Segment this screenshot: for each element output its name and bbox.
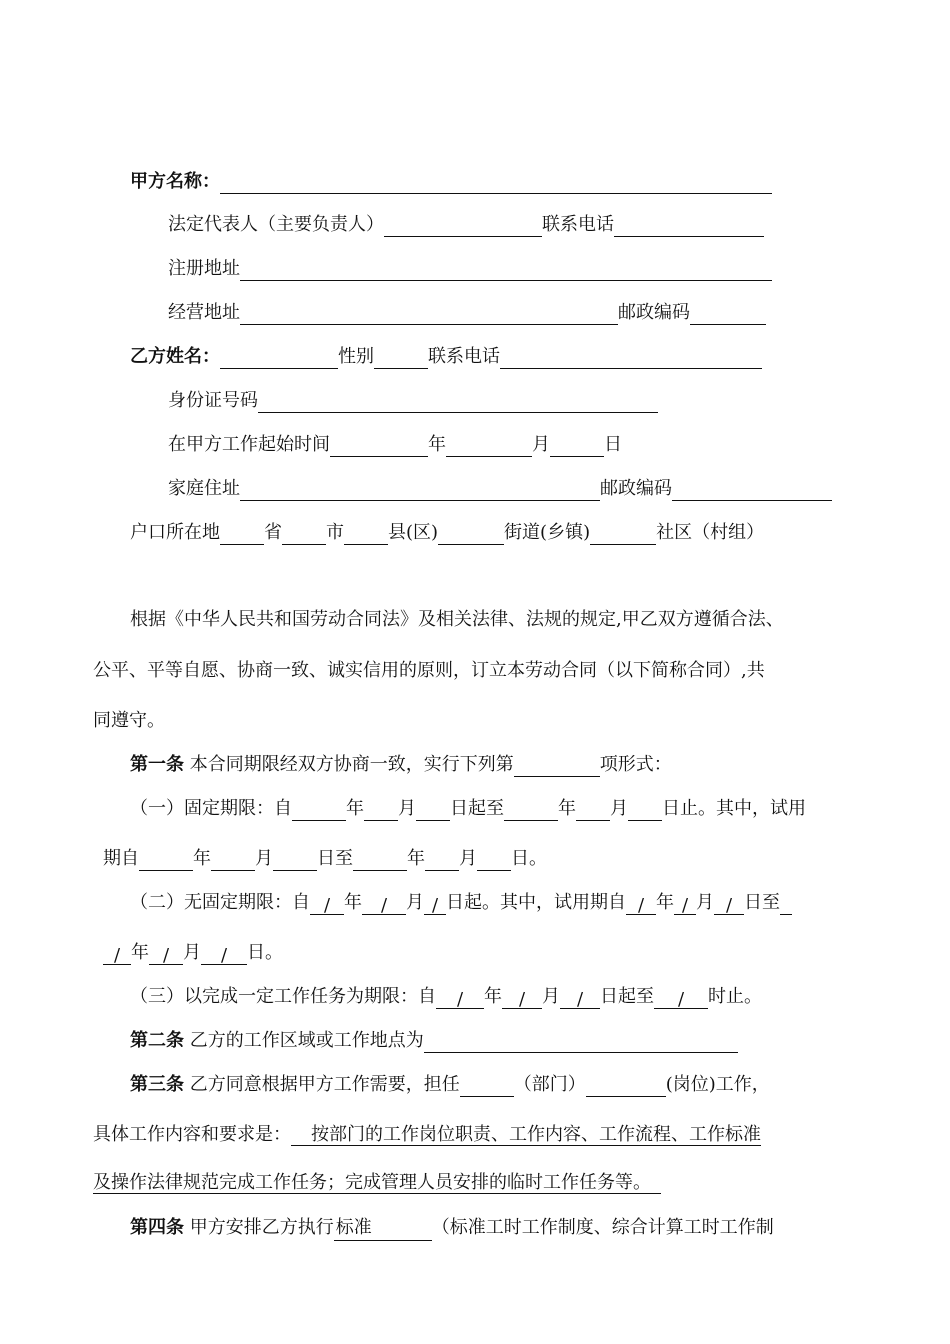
year-label: 年 [344,892,362,913]
home-label: 家庭住址 [168,478,240,499]
open-term-text-a: （二）无固定期限：自 [130,892,310,913]
month-label: 月 [406,892,424,913]
slash-blank[interactable]: / [502,988,542,1009]
home-blank[interactable] [240,480,600,501]
slash-blank[interactable]: / [424,894,446,915]
party-a-phone-label: 联系电话 [542,214,614,235]
slash-blank[interactable]: / [436,988,484,1009]
open-term-text-b: 日起。其中，试用期自 [446,892,626,913]
reg-address-label: 注册地址 [168,258,240,279]
month-label: 月 [610,798,628,819]
article2-text: 乙方的工作区域或工作地点为 [189,1030,424,1051]
id-blank[interactable] [258,392,658,413]
fixed-start-day[interactable] [416,800,450,821]
month-label: 月 [183,942,201,963]
open-term-line-1 [130,891,792,915]
party-a-phone-blank[interactable] [614,216,764,237]
party-a-name-label: 甲方名称： [130,171,220,192]
open-term-text-c: 日至 [744,892,780,913]
task-term-text-b: 日起至 [600,986,654,1007]
legal-rep-label: 法定代表人（主要负责人） [168,214,384,235]
month-label: 月 [459,848,477,869]
party-b-postcode-label: 邮政编码 [600,478,672,499]
community-label: 社区（村组） [656,522,765,543]
fixed-term-text-d: 期自 [103,848,139,869]
fixed-start-year[interactable] [292,800,346,821]
article2-title: 第二条 [130,1030,184,1051]
slash-blank[interactable]: / [674,894,696,915]
party-a-postcode-label: 邮政编码 [618,302,690,323]
prov-label: 省 [264,522,282,543]
task-term-text-a: （三）以完成一定工作任务为期限：自 [130,986,436,1007]
fixed-term-line-2 [103,847,547,871]
article4-text-a: 甲方安排乙方执行 [189,1217,334,1238]
biz-address-label: 经营地址 [168,302,240,323]
month-label: 月 [255,848,273,869]
street-blank[interactable] [438,524,504,545]
gender-label: 性别 [338,346,374,367]
party-a-name-blank[interactable] [220,173,772,194]
work-requirements-1: 按部门的工作岗位职责、工作内容、工作流程、工作标准 [291,1124,761,1146]
hukou-label: 户口所在地 [130,522,220,543]
underline-blank[interactable] [780,894,792,915]
fixed-start-month[interactable] [364,800,398,821]
probation-end-day[interactable] [477,850,511,871]
party-a-postcode-blank[interactable] [690,304,766,325]
task-term-text-c: 时止。 [708,986,762,1007]
article4-text-b: （标准工时工作制度、综合计算工时工作制 [431,1217,774,1238]
probation-start-year[interactable] [139,850,193,871]
article2-line [130,1029,738,1053]
article3-title: 第三条 [130,1074,184,1095]
biz-address-blank[interactable] [240,304,618,325]
start-year-blank[interactable] [330,436,428,457]
start-label: 在甲方工作起始时间 [168,434,330,455]
article3-text-a: 乙方同意根据甲方工作需要，担任 [189,1074,460,1095]
fixed-term-text-a: （一）固定期限：自 [130,798,292,819]
open-term-text-d: 日。 [247,942,283,963]
article1-line [130,753,672,777]
fixed-term-text-e: 日至 [317,848,353,869]
article3-line-2 [93,1123,761,1147]
probation-start-day[interactable] [273,850,317,871]
hukou-line [130,521,764,545]
slash-blank[interactable]: / [310,894,344,915]
start-day-blank[interactable] [550,436,604,457]
street-label: 街道(乡镇) [504,522,591,543]
fixed-end-day[interactable] [628,800,662,821]
city-blank[interactable] [282,524,326,545]
home-address-line [168,477,832,501]
month-label: 月 [696,892,714,913]
party-b-name-blank[interactable] [220,348,338,369]
slash-blank[interactable]: / [149,944,183,965]
year-label: 年 [656,892,674,913]
year-label: 年 [558,798,576,819]
article4-title: 第四条 [130,1217,184,1238]
gender-blank[interactable] [374,348,428,369]
party-a-name-line [130,170,772,194]
year-label: 年 [346,798,364,819]
party-b-phone-blank[interactable] [500,348,762,369]
preamble-line-2: 公平、平等自愿、协商一致、诚实信用的原则，订立本劳动合同（以下简称合同）,共 [93,660,765,681]
year-label: 年 [428,434,446,455]
slash-blank[interactable]: / [201,944,247,965]
party-b-name-label: 乙方姓名： [130,346,220,367]
probation-end-year[interactable] [353,850,407,871]
probation-end-month[interactable] [425,850,459,871]
party-b-name-line [130,345,762,369]
community-blank[interactable] [590,524,656,545]
county-blank[interactable] [344,524,388,545]
biz-address-line [168,301,766,325]
fixed-term-text-f: 日。 [511,848,547,869]
party-b-postcode-blank[interactable] [672,480,832,501]
slash-blank[interactable]: / [626,894,656,915]
county-label: 县(区) [388,522,439,543]
article1-text-a: 本合同期限经双方协商一致，实行下列第 [189,754,514,775]
month-label: 月 [542,986,560,1007]
reg-address-blank[interactable] [240,260,772,281]
id-line [168,389,658,413]
start-month-blank[interactable] [446,436,532,457]
fixed-term-text-b: 日起至 [450,798,504,819]
id-label: 身份证号码 [168,390,258,411]
department-blank[interactable] [460,1076,514,1097]
department-label: （部门） [513,1074,586,1095]
month-label: 月 [532,434,550,455]
legal-rep-line [168,213,764,237]
article4-line [130,1216,774,1241]
article1-text-b: 项形式： [599,754,672,775]
article1-choice-blank[interactable] [514,756,600,777]
year-label: 年 [484,986,502,1007]
slash-blank[interactable]: / [654,988,708,1009]
article3-line-1 [130,1073,770,1097]
reg-address-line [168,257,772,281]
probation-start-month[interactable] [211,850,255,871]
slash-blank[interactable]: / [362,894,406,915]
fixed-term-line-1 [130,797,806,821]
article3-text-b: 具体工作内容和要求是： [93,1124,291,1145]
party-b-phone-label: 联系电话 [428,346,500,367]
city-label: 市 [326,522,344,543]
year-label: 年 [193,848,211,869]
task-term-line [130,985,762,1009]
work-requirements-2: 及操作法律规范完成工作任务；完成管理人员安排的临时工作任务等。 [93,1172,661,1194]
work-location-blank[interactable] [424,1032,738,1053]
fixed-term-text-c: 日止。其中，试用 [662,798,806,819]
position-blank[interactable] [586,1076,666,1097]
open-term-line-2 [103,941,283,965]
prov-blank[interactable] [220,524,264,545]
legal-rep-blank[interactable] [384,216,542,237]
slash-blank[interactable]: / [714,894,744,915]
year-label: 年 [407,848,425,869]
month-label: 月 [398,798,416,819]
article3-line-3 [93,1171,661,1195]
slash-blank[interactable]: / [560,988,600,1009]
preamble-line-3: 同遵守。 [93,710,165,731]
slash-blank[interactable]: / [103,944,131,965]
preamble-line-1: 根据《中华人民共和国劳动合同法》及相关法律、法规的规定,甲乙双方遵循合法、 [130,609,784,630]
work-hours-system-value[interactable]: 标准 [334,1216,432,1241]
day-label: 日 [604,434,622,455]
year-label: 年 [131,942,149,963]
fixed-end-year[interactable] [504,800,558,821]
fixed-end-month[interactable] [576,800,610,821]
start-time-line [168,433,622,457]
article1-title: 第一条 [130,754,184,775]
position-label: (岗位)工作， [665,1074,770,1095]
